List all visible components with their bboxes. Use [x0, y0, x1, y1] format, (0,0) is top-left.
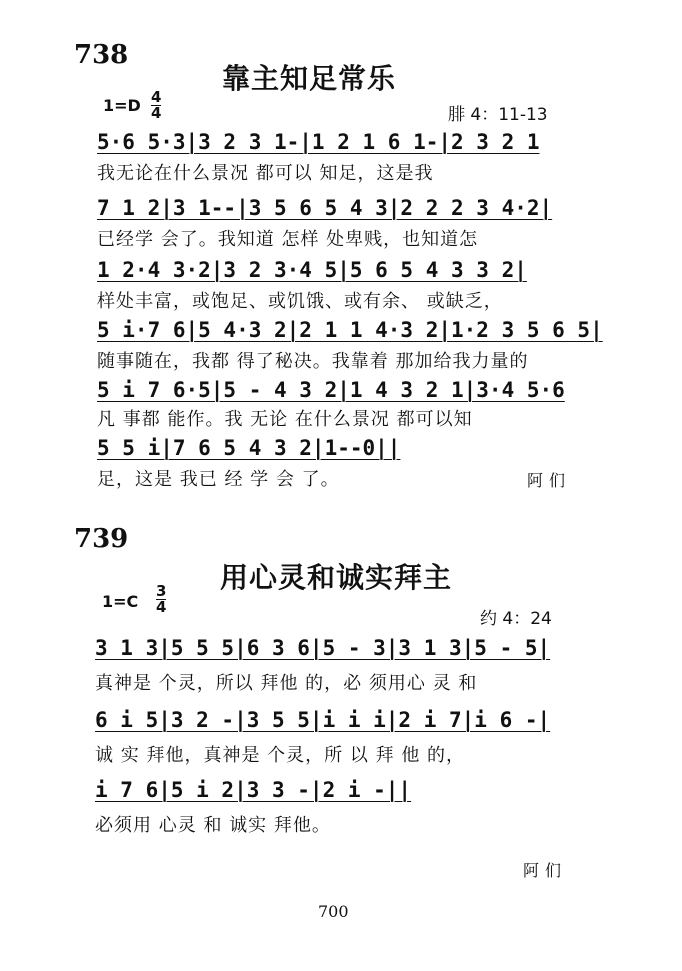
- page-number: 700: [318, 902, 349, 921]
- scripture-ref-738: 腓 4：11-13: [448, 105, 548, 125]
- hymn-number-738: 738: [74, 40, 129, 70]
- lyric-line: 凡 事都 能作。我 无论 在什么景况 都可以知: [97, 409, 473, 430]
- key-signature-738: 1=D: [103, 96, 141, 115]
- notation-line: 5 i·7 6|5 4·3 2|2 1 1 4·3 2|1·2 3 5 6 5|: [97, 318, 603, 342]
- lyric-line: 必须用 心灵 和 诚实 拜他。: [95, 815, 331, 836]
- lyric-line: 样处丰富，或饱足、或饥饿、或有余、 或缺乏，: [97, 291, 503, 312]
- amen-739: 阿们: [523, 861, 568, 880]
- scripture-ref-739: 约 4：24: [480, 609, 552, 629]
- notation-line: 5 5 i|7 6 5 4 3 2|1--0||: [97, 436, 401, 460]
- time-top-739: 3: [156, 582, 167, 600]
- notation-line: 1 2·4 3·2|3 2 3·4 5|5 6 5 4 3 3 2|: [97, 258, 527, 282]
- amen-738: 阿们: [527, 471, 572, 490]
- notation-line: i 7 6|5 i 2|3 3 -|2 i -||: [95, 778, 412, 802]
- lyric-line: 诚 实 拜他，真神是 个灵，所 以 拜 他 的，: [95, 745, 466, 766]
- time-bottom-738: 4: [151, 104, 162, 122]
- notation-line: 5 i 7 6·5|5 - 4 3 2|1 4 3 2 1|3·4 5·6: [97, 378, 565, 402]
- lyric-line: 随事随在，我都 得了秘决。我靠着 那加给我力量的: [97, 351, 529, 372]
- hymn-title-738: 靠主知足常乐: [222, 62, 397, 95]
- time-signature-738: [151, 90, 161, 121]
- time-top-738: 4: [151, 88, 162, 106]
- key-signature-739: 1=C: [102, 592, 139, 611]
- hymn-number-739: 739: [74, 524, 129, 554]
- time-signature-739: [156, 584, 166, 615]
- lyric-line: 已经学 会了。我知道 怎样 处卑贱，也知道怎: [97, 229, 479, 250]
- notation-line: 5·6 5·3|3 2 3 1-|1 2 1 6 1-|2 3 2 1: [97, 130, 540, 154]
- time-bottom-739: 4: [156, 598, 167, 616]
- notation-line: 6 i 5|3 2 -|3 5 5|i i i|2 i 7|i 6 -|: [95, 708, 551, 732]
- lyric-line: 真神是 个灵，所以 拜他 的，必 须用心 灵 和: [95, 673, 478, 694]
- lyric-line: 我无论在什么景况 都可以 知足，这是我: [97, 163, 434, 184]
- notation-line: 3 1 3|5 5 5|6 3 6|5 - 3|3 1 3|5 - 5|: [95, 636, 551, 660]
- notation-line: 7 1 2|3 1--|3 5 6 5 4 3|2 2 2 3 4·2|: [97, 196, 553, 220]
- lyric-line: 足，这是 我已 经 学 会 了。: [97, 469, 340, 490]
- hymn-title-739: 用心灵和诚实拜主: [220, 561, 453, 594]
